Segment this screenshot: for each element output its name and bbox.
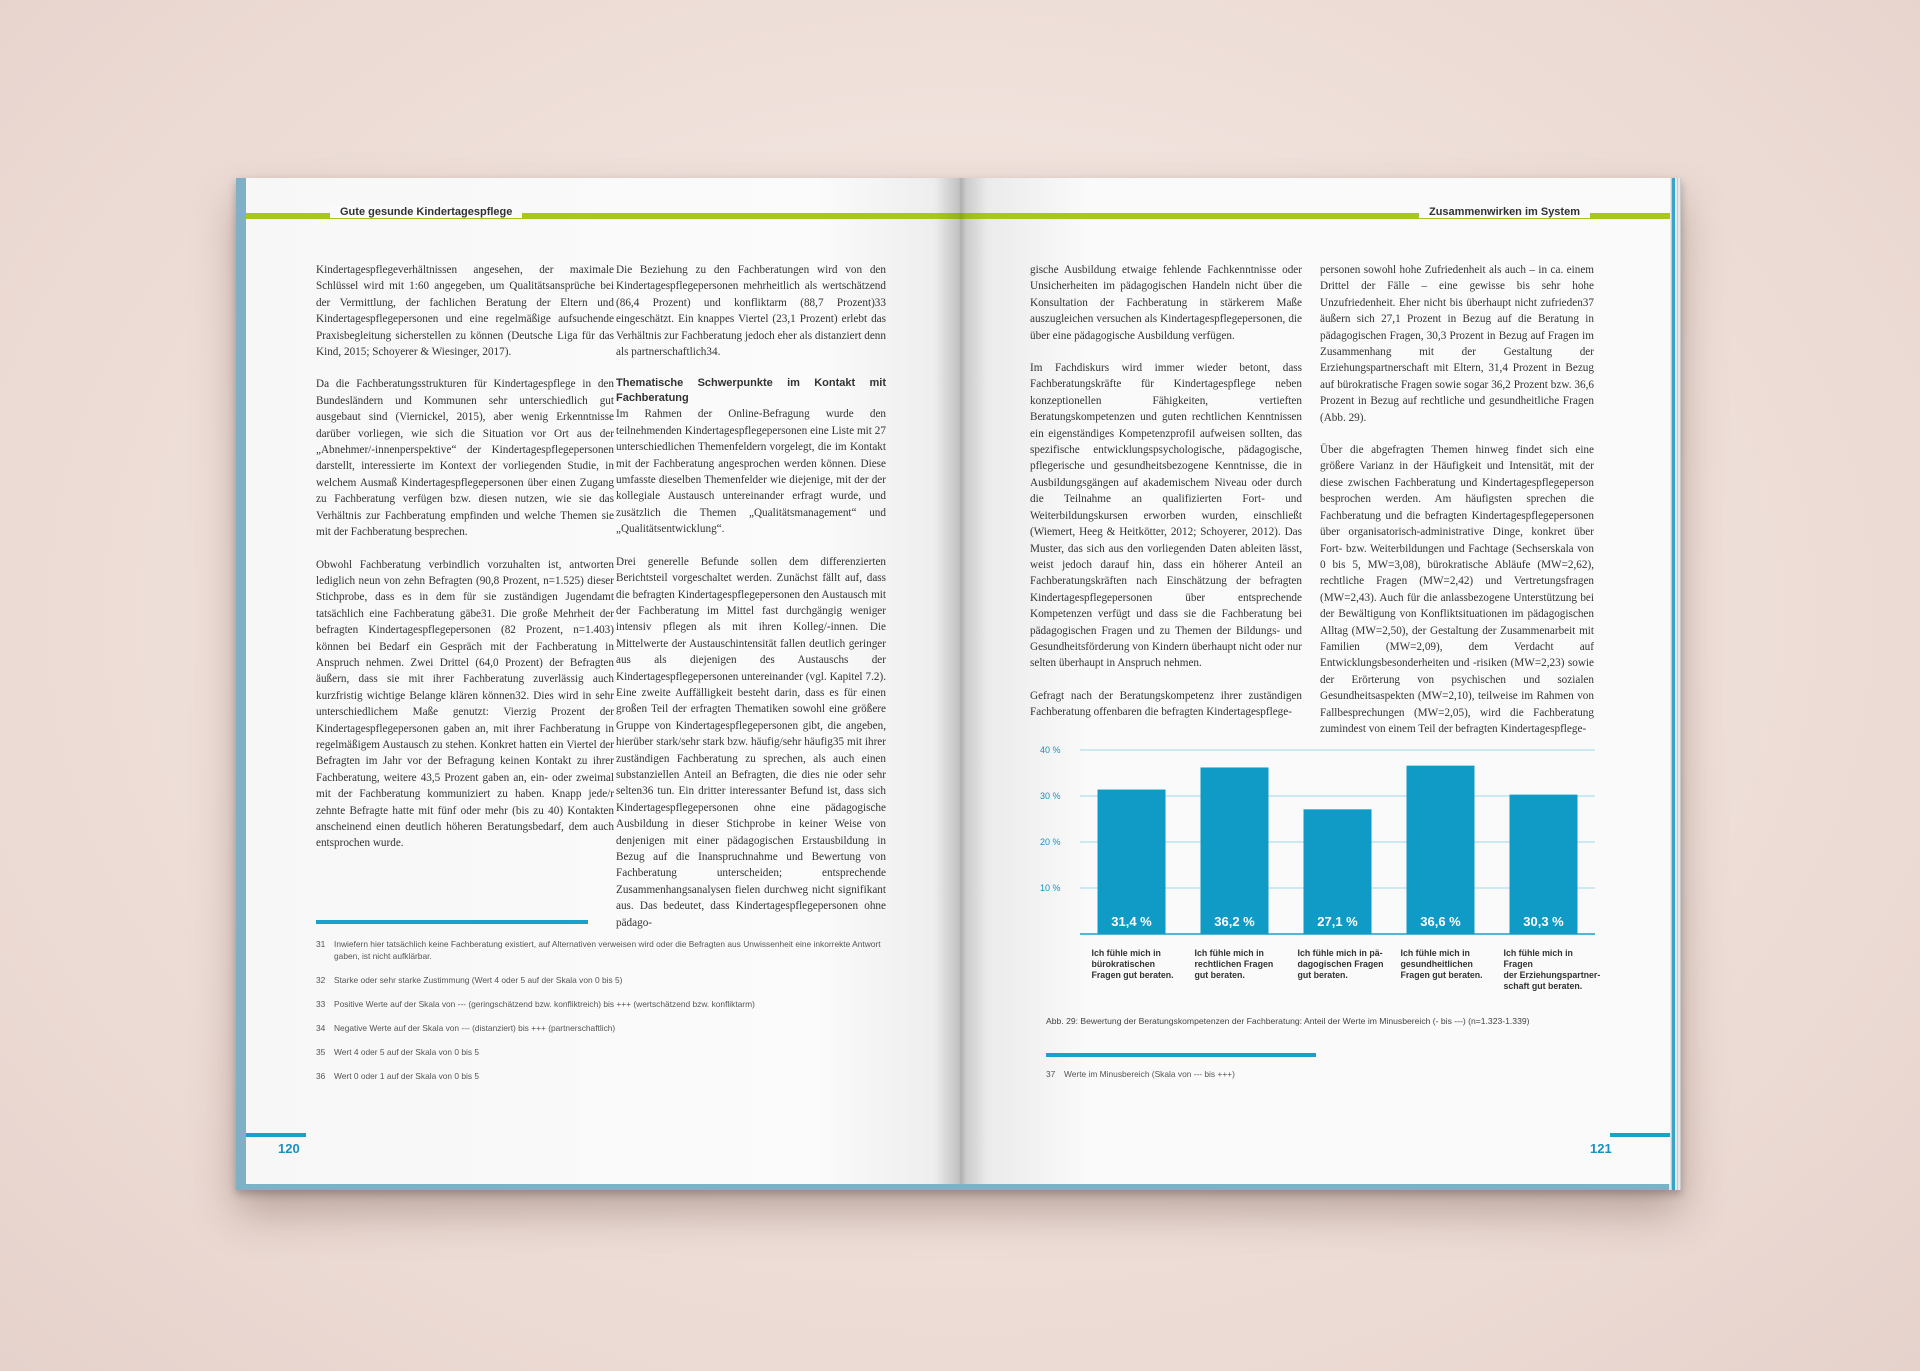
footnote: 35 Wert 4 oder 5 auf der Skala von 0 bis 5 <box>316 1047 480 1057</box>
cover-edge <box>1672 178 1675 1190</box>
footnote: 32 Starke oder sehr starke Zustimmung (Wert 4 oder 5 auf der Skala von 0 bis 5) <box>316 975 623 985</box>
footnote-rule <box>316 920 588 924</box>
paragraph: Im Fachdiskurs wird immer wieder betont, dass Fachberatungskräfte für Kindertagespflege neben konzeptionellen Fähigkeiten, vertieften Beratungskompetenzen und guten rechtlichen Kenntnissen ein eigenständiges Kompetenzprofil aufweisen sollten, das spezifische entwicklungspsychologische, pädagogische, pflegerische und gesundheitsbezogene Kenntnisse, die in Ausbildungsgängen auf akademischem Niveau oder durch die Teilnahme an qualifizierten Fort- und Weiterbildungskursen erworben wurden, einschließt (Wiemert, Heeg & Heitkötter, 2012; Schoyerer, 2012). Das Muster, das sich aus den vorliegenden Daten ableiten lässt, weist jedoch darauf hin, dass ein höherer Anteil an Fachberatungskräften nach Einschätzung der befragten Kindertagespflegepersonen über entsprechende Kompetenzen verfügt und dass sie die Fachberatung bei pädagogischen Fragen und zu Themen der Bildungs- und Gesundheitsförderung von Kindern überhaupt nicht oder nur selten überhaupt in Anspruch nehmen. <box>1030 362 1302 670</box>
right-page <box>960 178 1670 1184</box>
x-category-label: Ich fühle mich in Fragen der Erziehungspartner- schaft gut beraten. <box>1503 948 1601 991</box>
page-edges <box>1669 178 1681 1190</box>
paragraph: Drei generelle Befunde sollen dem differenzierten Berichtsteil vorgeschaltet werden. Zunächst fällt auf, dass die befragten Kindertagespflegepersonen den Austausch mit der Fachberatung im Mittel fast durchgängig weniger intensiv pflegen als mit ihren Kolleg/-innen. Die Mittelwerte der Austauschintensität fallen deutlich geringer aus als diejenigen des Austauschs der Kindertagespflegepersonen untereinander (vgl. Kapitel 7.2). Eine zweite Auffälligkeit besteht darin, dass es für einen großen Teil der erfragten Thematiken sowohl eine größere Gruppe von Kindertagespflegepersonen gibt, die angeben, hierüber stark/sehr stark bzw. häufig/sehr häufig35 mit ihrer zuständigen Fachberatung zu sprechen, als auch einen substanziellen Anteil an Befragten, die dies nie oder sehr selten36 tun. Ein dritter interessanter Befund ist, dass sich Kindertagespflegepersonen ohne eine pädagogische Ausbildung in dieser Stichprobe in keiner Weise von denjenigen mit einer pädagogischen Erstausbildung in Bezug auf die Inanspruchnahme und Bewertung von Fachberatung unterscheiden; entsprechende Zusammenhangsanalysen fielen durchweg nicht signifikant aus. Das bedeutet, dass Kindertagespflegepersonen ohne pädago- <box>616 555 886 929</box>
paragraph: Kindertagespflegeverhältnissen angesehen, der maximale Schlüssel wird mit 1:60 angegeben, um Qualitätsansprüche bei der Vermittlung, der fachlichen Beratung der Eltern und Kindertagespflegepersonen und eine regelmäßige aufsuchende Praxisbegleitung sicherstellen zu können (Deutsche Liga für das Kind, 2015; Schoyerer & Wiesinger, 2017). <box>316 264 614 359</box>
footnotes <box>1046 1068 1606 1092</box>
page-number-right: 121 <box>1590 1141 1612 1156</box>
paragraph: gische Ausbildung etwaige fehlende Fachkenntnisse oder Unsicherheiten im pädagogischen Handeln nicht über die Konsultation der Fachberatung in stärkerem Maße auszugleichen versuchen als Kindertagespflegepersonen, die über eine pädagogische Ausbildung verfügen. <box>1030 264 1302 342</box>
footnote: 33 Positive Werte auf der Skala von --- (geringschätzend bzw. konfliktreich) bis +++ (wertschätzend bzw. konfliktarm) <box>316 999 755 1009</box>
x-category-label: Ich fühle mich in rechtlichen Fragen gut beraten. <box>1194 948 1274 980</box>
paragraph: Gefragt nach der Beratungskompetenz ihrer zuständigen Fachberatung offenbaren die befragten Kindertagespflege- <box>1030 689 1302 719</box>
bar-value-label: 27,1 % <box>1317 914 1358 929</box>
page-number-bar <box>1610 1133 1670 1137</box>
footnote: 37 Werte im Minusbereich (Skala von --- bis +++) <box>1046 1069 1235 1079</box>
y-tick-label: 10 % <box>1040 883 1061 893</box>
paragraph: Obwohl Fachberatung verbindlich vorzuhalten ist, antworten lediglich neun von zehn Befragten (90,8 Prozent, n=1.525) dieser Stichprobe, dass es in dem für sie zuständigen Jugendamt tatsächlich eine Fachberatung gäbe31. Die große Mehrheit der befragten Kindertagespflegepersonen (82 Prozent, n=1.403) können bei Bedarf ein Gespräch mit der Fachberatung in Anspruch nehmen. Zwei Drittel (64,0 Prozent) der Befragten äußern, dass sie mit ihrer Fachberatung zuverlässig auch kurzfristig wichtige Belange klären können32. Dies wird in sehr unterschiedlichem Maße genutzt: Vierzig Prozent der Kindertagespflegepersonen gaben an, mit ihrer Fachberatung in regelmäßigem Austausch zu stehen. Konkret hatten ein Viertel der Befragten im Jahr vor der Befragung keinen Kontakt zu ihrer Fachberatung, weitere 43,5 Prozent gaben an, ein- oder zweimal mit der Fachberatung kommuniziert zu haben. Knapp jede/r zehnte Befragte hatte mit fünf oder mehr (bis zu 40) Kontakten anscheinend einen deutlich höheren Beratungsbedarf, dem auch entsprochen wurde. <box>316 558 614 850</box>
y-tick-label: 40 % <box>1040 745 1061 755</box>
running-header-left: Gute gesunde Kindertagespflege <box>330 206 522 218</box>
bar <box>1407 766 1475 934</box>
bar-value-label: 31,4 % <box>1111 914 1152 929</box>
footnotes <box>316 938 886 1094</box>
footnote-rule <box>1046 1053 1316 1057</box>
bar-chart <box>1040 738 1600 968</box>
page-number-bar <box>246 1133 306 1137</box>
left-page <box>246 178 960 1184</box>
x-category-label: Ich fühle mich in bürokratischen Fragen gut beraten. <box>1091 948 1174 980</box>
y-tick-label: 20 % <box>1040 837 1061 847</box>
bar-value-label: 36,2 % <box>1214 914 1255 929</box>
bar-chart-svg <box>1040 738 1600 968</box>
x-category-label: Ich fühle mich in gesundheitlichen Fragen gut beraten. <box>1400 948 1483 980</box>
footnote: 31 Inwiefern hier tatsächlich keine Fachberatung existiert, auf Alternativen verweisen wird oder die Befragten aus Unwissenheit eine inkorrekte Antwort gaben, ist nicht aufklärbar. <box>316 939 881 961</box>
x-category-label: Ich fühle mich in pä- dagogischen Fragen gut beraten. <box>1297 948 1384 980</box>
running-header-right: Zusammenwirken im System <box>1419 206 1590 218</box>
page-number-left: 120 <box>278 1141 300 1156</box>
bar-value-label: 30,3 % <box>1523 914 1564 929</box>
open-book <box>236 178 1681 1190</box>
y-tick-label: 30 % <box>1040 791 1061 801</box>
left-column-1 <box>316 262 614 868</box>
footnote: 34 Negative Werte auf der Skala von --- (distanziert) bis +++ (partnerschaftlich) <box>316 1023 616 1033</box>
paragraph: personen sowohl hohe Zufriedenheit als auch – in ca. einem Drittel der Fälle – eine gewisse bis sehr hohe Unzufriedenheit. Eher nicht bis überhaupt nicht zufrieden37 äußern sich 27,1 Prozent in Bezug auf die Beratung in pädagogischen Fragen, 30,3 Prozent in Bezug auf Fragen im Zusammenhang mit der Gestaltung der Erziehungspartnerschaft mit Eltern, 31,4 Prozent in Bezug auf bürokratische Fragen sowie sogar 36,2 Prozent bzw. 36,6 Prozent in Bezug auf rechtliche und gesundheitliche Fragen (Abb. 29). <box>1320 264 1594 424</box>
paragraph: Über die abgefragten Themen hinweg findet sich eine größere Varianz in der Häufigkeit und Intensität, mit der diese zwischen Fachberatung und Kindertagespflegeperson besprochen werden. Am häufigsten sprechen die Fachberatung und die befragten Kindertagespflegepersonen über organisatorisch-administrative Dinge, konkret über Fort- bzw. Weiterbildungen und Fachtage (Sechserskala von 0 bis 5, MW=3,08), bürokratische Abläufe (MW=2,62), rechtliche Fragen (MW=2,42) und Vertretungsfragen (MW=2,43). Auch für die anlassbezogene Unterstützung bei der Bewältigung von Konfliktsituationen im pädagogischen Alltag (MW=2,50), der Gestaltung der Zusammenarbeit mit Familien (MW=2,09), dem Verdacht auf Entwicklungsbesonderheiten und -risiken (MW=2,23) sowie der Erörterung von psychischen und sozialen Gesundheitsaspekten (MW=2,10), teilweise im Rahmen von Fallbesprechungen (MW=2,05), wird die Fachberatung zumindest von einem Teil der befragten Kindertagespflege- <box>1320 444 1594 735</box>
figure-caption: Abb. 29: Bewertung der Beratungskompetenzen der Fachberatung: Anteil der Werte im Minusbereich (- bis ---) (n=1.323-1.339) <box>1046 1016 1530 1026</box>
bar-value-label: 36,6 % <box>1420 914 1461 929</box>
paragraph: Im Rahmen der Online-Befragung wurde den teilnehmenden Kindertagespflegepersonen eine Liste mit 27 unterschiedlichen Themenfeldern vorgelegt, die im Kontakt mit der Fachberatung angesprochen werden können. Diese umfasste dieselben Themenfelder wie diejenige, mit der der kollegiale Austausch untereinander erfragt wurde, und zusätzlich die Themen „Qualitätsmanagement“ und „Qualitätsentwicklung“. <box>616 408 886 536</box>
bar <box>1201 767 1269 934</box>
left-column-2 <box>616 262 886 947</box>
footnote: 36 Wert 0 oder 1 auf der Skala von 0 bis 5 <box>316 1071 480 1081</box>
right-column-1 <box>1030 262 1302 737</box>
section-heading: Thematische Schwerpunkte im Kontakt mit Fachberatung <box>616 377 886 405</box>
bar <box>1098 790 1166 934</box>
paragraph: Die Beziehung zu den Fachberatungen wird von den Kindertagespflegepersonen mehrheitlich als wertschätzend (86,4 Prozent) und konfliktarm (88,7 Prozent)33 eingeschätzt. Ein knappes Viertel (23,1 Prozent) erlebt das Verhältnis zur Fachberatung jedoch eher als distanziert denn als partnerschaftlich34. <box>616 264 886 359</box>
paragraph: Da die Fachberatungsstrukturen für Kindertagespflege in den Bundesländern und Kommunen sehr unterschiedlich gut ausgebaut sind (Viernickel, 2015), aber wenig Erkenntnisse darüber vorliegen, wie sich die Situation vor Ort aus der „Abnehmer/-innenperspektive“ der Kindertagespflegepersonen darstellt, interessierte im Kontext der vorliegenden Studie, in welchem Ausmaß Kindertagespflegepersonen über einen Zugang zu Fachberatung verfügen bzw. diesen nutzen, wie sie das Verhältnis zur Fachberatung empfinden und welche Themen sie mit der Fachberatung besprechen. <box>316 378 614 539</box>
right-column-2 <box>1320 262 1594 753</box>
